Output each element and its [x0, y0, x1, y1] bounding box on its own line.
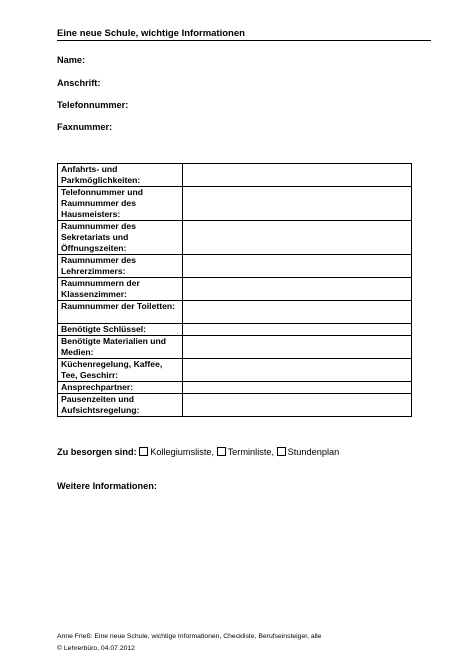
table-row [58, 164, 412, 187]
table-row [58, 255, 412, 278]
besorgen-item-stundenplan: Stundenplan [287, 447, 340, 457]
besorgen-item-terminliste: Terminliste, [227, 447, 275, 457]
table-row-value-cell[interactable] [183, 187, 412, 221]
table-row [58, 278, 412, 301]
table-row-value-cell[interactable] [183, 324, 412, 336]
document-title: Eine neue Schule, wichtige Informationen [57, 28, 245, 39]
title-divider [57, 40, 431, 41]
table-row [58, 336, 412, 359]
table-row [58, 187, 412, 221]
table-row-value-cell[interactable] [183, 221, 412, 255]
table-row-label: Benötigte Materialien und Medien: [58, 336, 183, 359]
besorgen-label: Zu besorgen sind: [57, 447, 137, 457]
table-row-label: Ansprechpartner: [58, 382, 183, 394]
besorgen-item-kollegiumsliste: Kollegiumsliste, [150, 447, 215, 457]
table-row-label: Raumnummern der Klassenzimmer: [58, 278, 183, 301]
anschrift-field-label: Anschrift: [57, 78, 101, 88]
table-row [58, 301, 412, 324]
table-row-value-cell[interactable] [183, 301, 412, 324]
besorgen-line [57, 447, 339, 457]
table-row [58, 394, 412, 417]
table-row [58, 359, 412, 382]
info-table [57, 163, 412, 417]
table-row-label: Telefonnummer und Raumnummer des Hausmeisters: [58, 187, 183, 221]
table-row-label: Raumnummer des Lehrerzimmers: [58, 255, 183, 278]
table-row [58, 382, 412, 394]
footer-author: Anne Frieß: Eine neue Schule, wichtige Informationen, Checkliste, Berufseinsteiger, alle [57, 633, 322, 640]
table-row-value-cell[interactable] [183, 382, 412, 394]
checkbox-stundenplan[interactable] [277, 447, 286, 456]
table-row-label: Pausenzeiten und Aufsichtsregelung: [58, 394, 183, 417]
table-row [58, 324, 412, 336]
table-row-value-cell[interactable] [183, 278, 412, 301]
checkbox-terminliste[interactable] [217, 447, 226, 456]
telefon-field-label: Telefonnummer: [57, 100, 129, 110]
table-row-label: Küchenregelung, Kaffee, Tee, Geschirr: [58, 359, 183, 382]
table-row-value-cell[interactable] [183, 164, 412, 187]
table-row-label: Raumnummer der Toiletten: [58, 301, 183, 324]
fax-field-label: Faxnummer: [57, 122, 113, 132]
table-row-label: Benötigte Schlüssel: [58, 324, 183, 336]
table-row-label: Raumnummer des Sekretariats und Öffnungszeiten: [58, 221, 183, 255]
table-row [58, 221, 412, 255]
name-field-label: Name: [57, 55, 86, 65]
table-row-value-cell[interactable] [183, 255, 412, 278]
checkbox-kollegiumsliste[interactable] [139, 447, 148, 456]
weitere-informationen-label: Weitere Informationen: [57, 481, 157, 491]
table-row-value-cell[interactable] [183, 394, 412, 417]
table-row-value-cell[interactable] [183, 359, 412, 382]
footer-copyright: © Lehrerbüro, 04.07.2012 [57, 645, 135, 652]
table-row-value-cell[interactable] [183, 336, 412, 359]
table-row-label: Anfahrts- und Parkmöglichkeiten: [58, 164, 183, 187]
